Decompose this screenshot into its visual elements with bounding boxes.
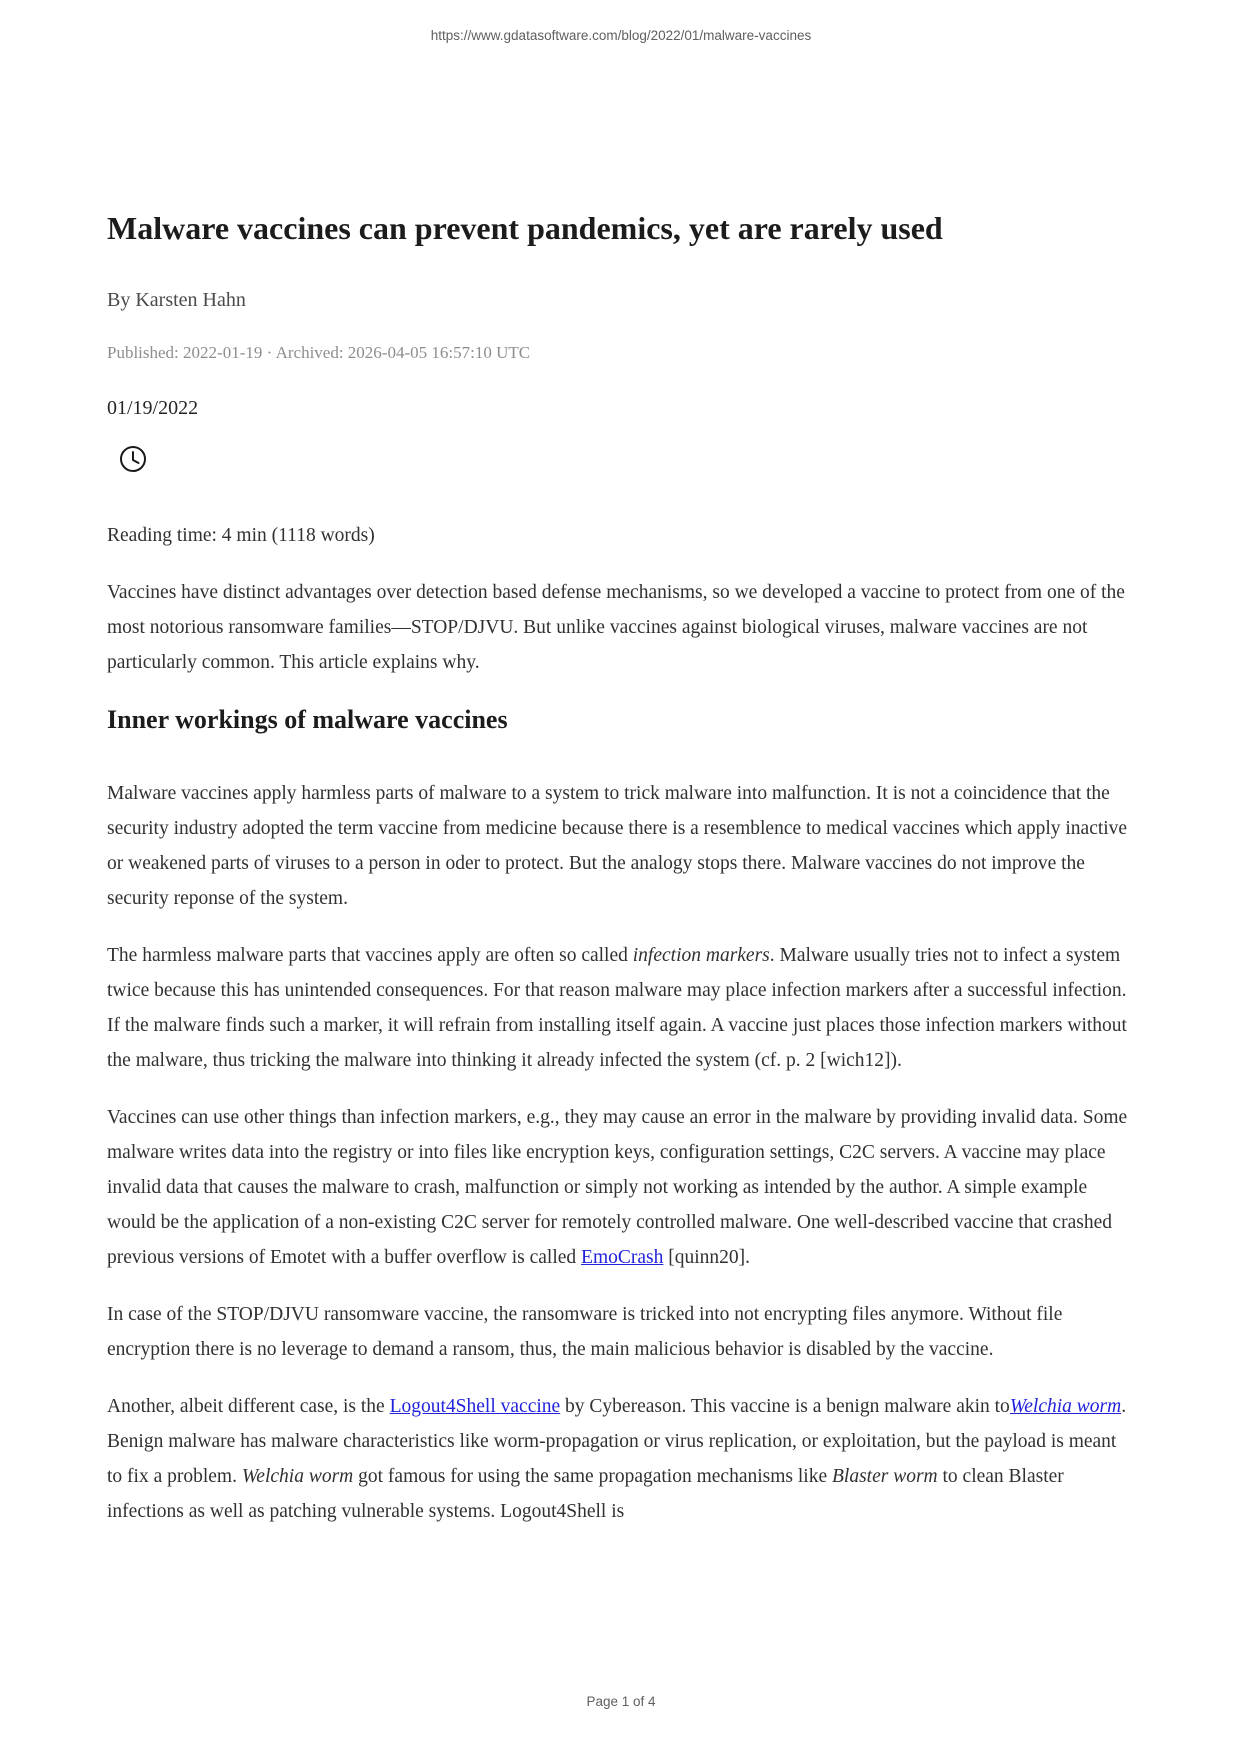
emphasized-text: infection markers xyxy=(632,945,770,966)
reading-time: Reading time: 4 min (1118 words) xyxy=(107,525,375,546)
publish-archive-meta: Published: 2022-01-19 · Archived: 2026-04-05 16:57:10 UTC xyxy=(107,343,531,362)
section-heading: Inner workings of malware vaccines xyxy=(107,705,508,734)
print-header-url: https://www.gdatasoftware.com/blog/2022/01/malware-vaccines xyxy=(430,28,812,43)
paragraph-text: Another, albeit different case, is the xyxy=(107,1396,390,1417)
article-paragraph xyxy=(107,1297,1135,1367)
article-body xyxy=(107,575,1135,1529)
emphasized-text: Blaster worm xyxy=(831,1466,938,1487)
article-paragraph xyxy=(107,575,1135,680)
paragraph-text: . Malware usually tries not to infect a system twice because this has unintended consequences. For that reason malware may place infection markers after a successful infection. If the malware finds such a marker, it will refrain from installing itself again. A vaccine just places those infection markers without the malware, thus tricking the malware into thinking it already infected the system (cf. p. 2 [wich12]). xyxy=(107,945,1127,1071)
article-paragraph xyxy=(107,1389,1135,1529)
article xyxy=(107,0,1135,1551)
article-date: 01/19/2022 xyxy=(107,397,199,419)
paragraph-text: Vaccines have distinct advantages over detection based defense mechanisms, so we developed a vaccine to protect from one of the most notorious ransomware families—STOP/DJVU. But unlike vaccines against biological viruses, malware vaccines are not particularly common. This article explains why. xyxy=(107,582,1125,673)
page-title: Malware vaccines can prevent pandemics, yet are rarely used xyxy=(107,210,943,246)
article-paragraph xyxy=(107,938,1135,1078)
paragraph-text: The harmless malware parts that vaccines apply are often so called xyxy=(107,945,633,966)
paragraph-text: In case of the STOP/DJVU ransomware vaccine, the ransomware is tricked into not encrypting files anymore. Without file encryption there is no leverage to demand a ransom, thus, the main malicious behavior is disabled by the vaccine. xyxy=(107,1304,1063,1360)
page-number: Page 1 of 4 xyxy=(586,1694,656,1709)
paragraph-text: by Cybereason. This vaccine is a benign malware akin to xyxy=(560,1396,1010,1417)
paragraph-text: Malware vaccines apply harmless parts of malware to a system to trick malware into malfunction. It is not a coincidence that the security industry adopted the term vaccine from medicine because there is a resemblence to medical vaccines which apply inactive or weakened parts of viruses to a person in oder to protect. But the analogy stops there. Malware vaccines do not improve the security reponse of the system. xyxy=(107,783,1128,909)
emocrash-link[interactable]: EmoCrash xyxy=(581,1247,664,1268)
article-paragraph xyxy=(107,1100,1135,1275)
byline: By Karsten Hahn xyxy=(107,289,246,311)
article-paragraph xyxy=(107,776,1135,916)
paragraph-text: Vaccines can use other things than infection markers, e.g., they may cause an error in the malware by providing invalid data. Some malware writes data into the registry or into files like encryption keys, configuration settings, C2C servers. A vaccine may place invalid data that causes the malware to crash, malfunction or simply not working as intended by the author. A simple example would be the application of a non-existing C2C server for remotely controlled malware. One well-described vaccine that crashed previous versions of Emotet with a buffer overflow is called xyxy=(107,1107,1128,1268)
logout4shell-vaccine-link[interactable]: Logout4Shell vaccine xyxy=(389,1396,561,1417)
welchia-worm-link[interactable]: Welchia worm xyxy=(1009,1396,1122,1417)
emphasized-text: Welchia worm xyxy=(241,1466,354,1487)
paragraph-text: got famous for using the same propagation mechanisms like xyxy=(353,1466,832,1487)
paragraph-text: [quinn20]. xyxy=(663,1247,751,1268)
paragraph-text: . Benign malware has malware characteristics like worm-propagation or virus replication, or exploitation, but the payload is meant to fix a problem. xyxy=(107,1396,1127,1487)
clock-icon xyxy=(119,445,1135,473)
paragraph-text: to clean Blaster infections as well as patching vulnerable systems. Logout4Shell is xyxy=(107,1466,1064,1522)
